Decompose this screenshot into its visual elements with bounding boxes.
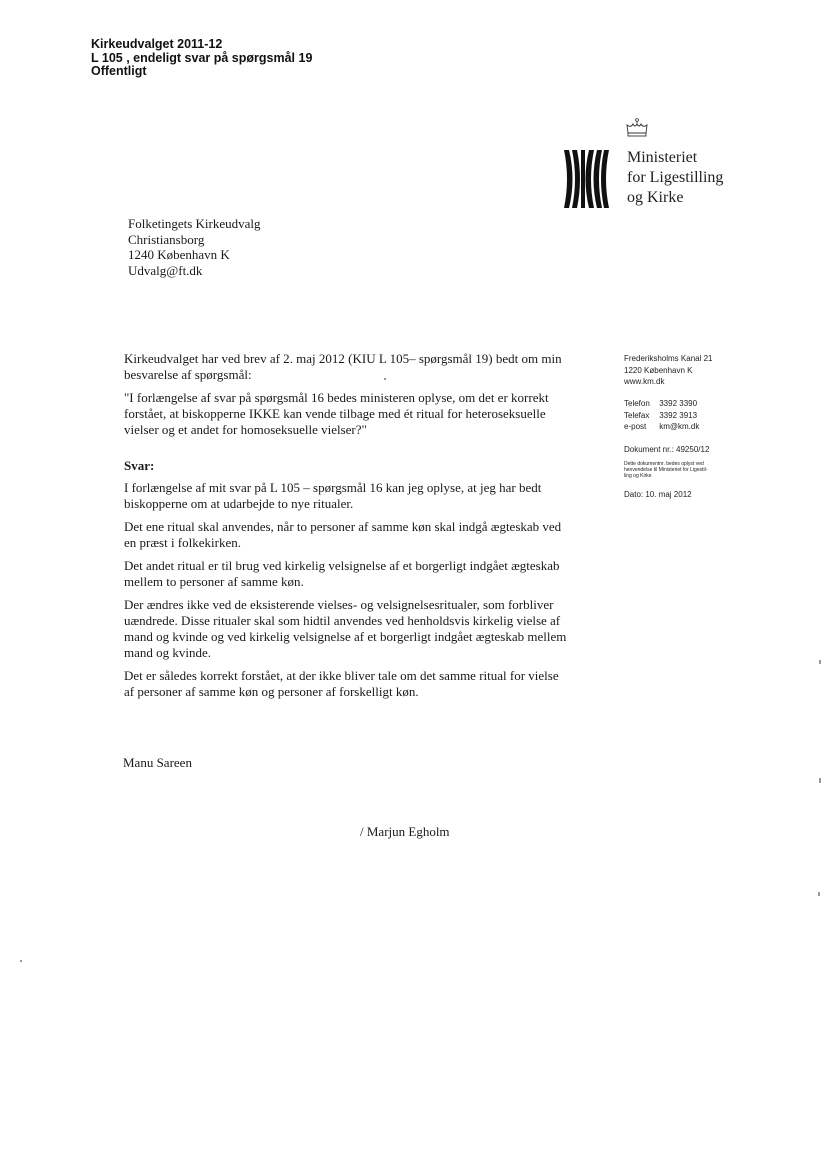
ministry-logo-bars-icon [564,150,609,208]
recipient-name: Folketingets Kirkeudvalg [128,216,261,231]
email-label: e-post [624,422,647,431]
answer-heading: Svar: [124,458,155,473]
sidebar-postal: 1220 København K [624,365,693,375]
phone-value: 3392 3390 [659,399,698,408]
sidebar-fax-row [624,410,699,422]
document-header [91,38,312,79]
header-status: Offentligt [91,64,147,78]
fax-label: Telefax [624,410,650,420]
note-line-3: ling og Kirke [624,473,652,479]
sidebar-street: Frederiksholms Kanal 21 [624,354,713,363]
recipient-city: 1240 København K [128,247,230,262]
letter-body [124,351,569,707]
sidebar-contact [624,398,699,433]
letter-intro: Kirkeudvalget har ved brev af 2. maj 2012 (KIU L 105– spørgsmål 19) bedt om min besvarelse af spørgsmål: [124,351,562,382]
sidebar-date: Dato: 10. maj 2012 [624,490,692,499]
sidebar-web-link[interactable]: www.km.dk [624,377,665,386]
sidebar-document-note [624,461,707,479]
header-committee: Kirkeudvalget 2011-12 [91,37,223,51]
scan-artifact [819,660,821,664]
sidebar-phone-row [624,398,699,410]
answer-paragraph-3: Det andet ritual er til brug ved kirkelig velsignelse af et borgerligt indgået ægteskab mellem to personer af samme køn. [124,558,560,589]
answer-paragraph-2: Det ene ritual skal anvendes, når to personer af samme køn skal indgå ægteskab ved en præst i folkekirken. [124,519,562,550]
sidebar-email-row [624,421,699,433]
letter-question: "I forlængelse af svar på spørgsmål 16 bedes ministeren oplyse, om det er korrekt forstået, at biskopperne IKKE kan vende tilbage med ét ritual for heteroseksuelle vielser og et andet for homoseksuelle vielser?" [124,390,549,437]
scan-artifact [819,778,821,783]
email-link[interactable]: km@km.dk [659,422,700,431]
header-reference: L 105 , endeligt svar på spørgsmål 19 [91,50,313,65]
crown-icon [625,118,649,138]
answer-paragraph-4: Der ændres ikke ved de eksisterende vielses- og velsignelsesritualer, som forbliver uændrede. Disse ritualer skal som hidtil anvendes ved henholdsvis kirkelig vielse af mand og kvinde og ved kirkelig velsignelse af et borgerligt indgået ægteskab mellem mand og kvinde. [124,597,567,660]
signature-cosigner: / Marjun Egholm [360,824,450,839]
note-line-2: henvendelse til Ministeriet for Ligestil- [624,467,708,473]
recipient-address [128,216,261,278]
recipient-building: Christiansborg [128,231,205,247]
phone-label: Telefon [624,399,650,408]
fax-value: 3392 3913 [659,410,698,420]
note-line-1: Dette dokumentnr. bedes oplyst ved [624,461,704,467]
recipient-email: Udvalg@ft.dk [128,262,203,278]
sidebar-address [624,353,712,388]
signature-name: Manu Sareen [123,755,192,770]
ministry-line-1: Ministeriet [627,149,698,166]
ministry-line-2: for Ligestilling [627,169,724,186]
ministry-line-3: og Kirke [627,189,684,206]
sidebar-document-number: Dokument nr.: 49250/12 [624,445,710,454]
answer-paragraph-5: Det er således korrekt forstået, at der ikke bliver tale om det samme ritual for vielse af personer af samme køn og personer af forskelligt køn. [124,668,559,699]
ministry-name [627,148,723,208]
scan-artifact [20,960,22,962]
answer-paragraph-1: I forlængelse af mit svar på L 105 – spørgsmål 16 kan jeg oplyse, at jeg har bedt biskopperne om at udarbejde to nye ritualer. [124,480,542,511]
scan-artifact [818,892,820,896]
scan-artifact [384,378,386,380]
